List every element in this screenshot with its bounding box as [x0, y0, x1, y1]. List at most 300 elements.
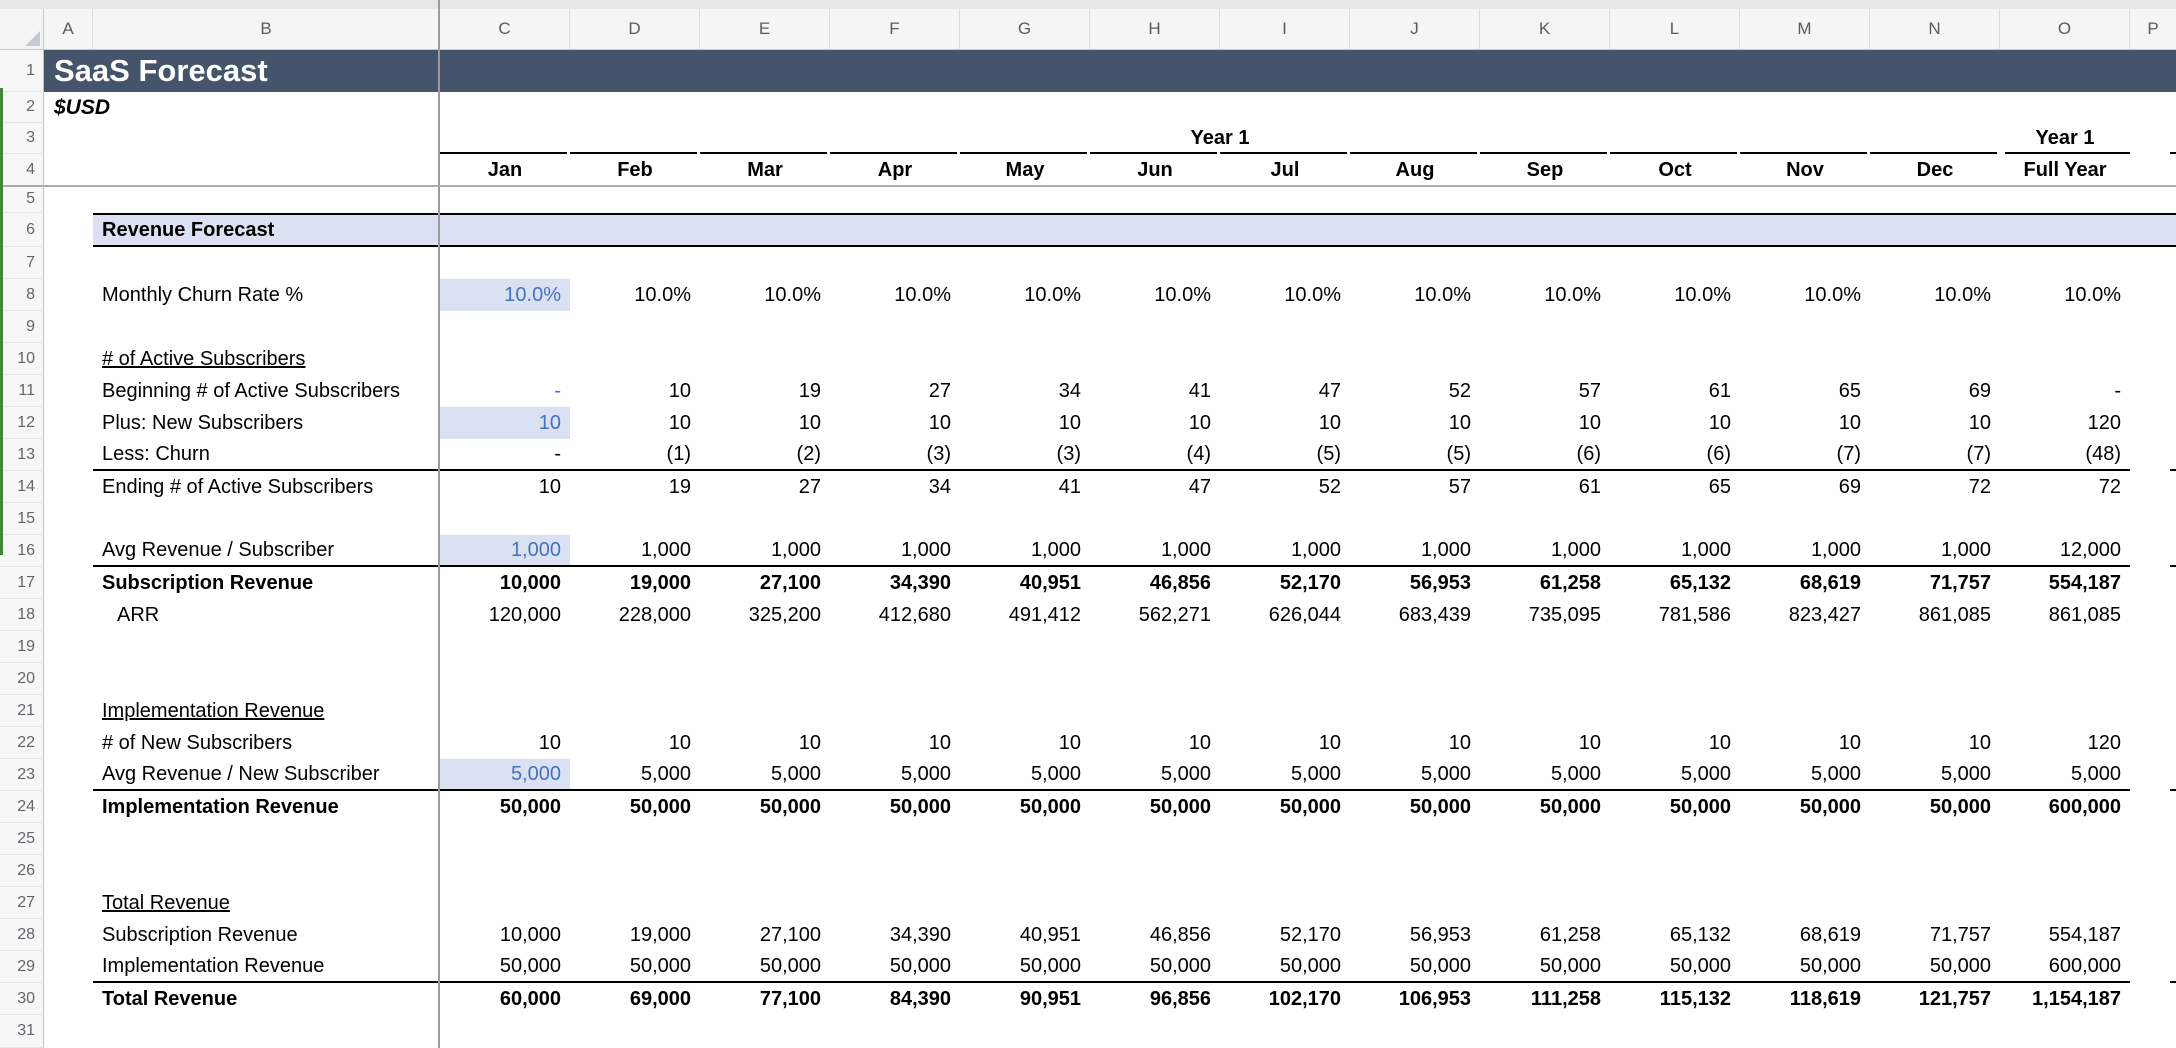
- cell-D28[interactable]: 19,000: [629, 923, 691, 946]
- cell-J10[interactable]: [1350, 343, 1480, 375]
- cell-L21[interactable]: [1610, 695, 1740, 727]
- cell-F18[interactable]: 412,680: [878, 603, 951, 626]
- cell-K23[interactable]: 5,000: [1480, 759, 1610, 791]
- cell-C14[interactable]: 10: [538, 475, 561, 498]
- cell-C7[interactable]: [440, 247, 570, 279]
- cell-O23[interactable]: 5,000: [2000, 759, 2130, 791]
- cell-L20[interactable]: [1610, 663, 1740, 695]
- cell-E16[interactable]: 1,000: [700, 535, 830, 567]
- cell-P5[interactable]: [2130, 186, 2170, 213]
- cell-P17[interactable]: [2130, 567, 2170, 599]
- cell-E20[interactable]: [700, 663, 830, 695]
- cell-L28[interactable]: 65,132: [1669, 923, 1731, 946]
- cell-F24[interactable]: 50,000: [889, 795, 951, 818]
- cell-G20[interactable]: [960, 663, 1090, 695]
- column-header-N[interactable]: N: [1870, 9, 2000, 50]
- cell-B22-label[interactable]: # of New Subscribers: [102, 731, 293, 754]
- cell-K12[interactable]: 10: [1578, 411, 1601, 434]
- cell-B5-label[interactable]: [93, 186, 440, 213]
- cell-C20[interactable]: [440, 663, 570, 695]
- cell-B17-label[interactable]: Subscription Revenue: [102, 571, 314, 594]
- cell-C28[interactable]: 10,000: [499, 923, 561, 946]
- cell-J20[interactable]: [1350, 663, 1480, 695]
- cell-C24[interactable]: 50,000: [499, 795, 561, 818]
- cell-K28[interactable]: 61,258: [1539, 923, 1601, 946]
- cell-C16[interactable]: 1,000: [440, 535, 570, 567]
- month-header-oct[interactable]: Oct: [1658, 158, 1692, 181]
- cell-K9[interactable]: [1480, 311, 1610, 343]
- column-header-I[interactable]: I: [1220, 9, 1350, 50]
- cell-M5[interactable]: [1740, 186, 1870, 213]
- cell-P11[interactable]: [2130, 375, 2170, 407]
- cell-N23[interactable]: 5,000: [1870, 759, 2000, 791]
- cell-K17[interactable]: 61,258: [1539, 571, 1601, 594]
- cell-M26[interactable]: [1740, 855, 1870, 887]
- cell-I5[interactable]: [1220, 186, 1350, 213]
- cell-C31[interactable]: [440, 1015, 570, 1048]
- cell-M15[interactable]: [1740, 503, 1870, 535]
- cell-L9[interactable]: [1610, 311, 1740, 343]
- cell-F20[interactable]: [830, 663, 960, 695]
- cell-J14[interactable]: 57: [1448, 475, 1471, 498]
- cell-C17[interactable]: 10,000: [499, 571, 561, 594]
- cell-C27[interactable]: [440, 887, 570, 919]
- cell-K18[interactable]: 735,095: [1528, 603, 1601, 626]
- cell-N28[interactable]: 71,757: [1929, 923, 1991, 946]
- cell-K7[interactable]: [1480, 247, 1610, 279]
- cell-B3[interactable]: [93, 123, 440, 154]
- cell-P12[interactable]: [2130, 407, 2170, 439]
- cell-H29[interactable]: 50,000: [1090, 951, 1220, 983]
- cell-M10[interactable]: [1740, 343, 1870, 375]
- row-header-25[interactable]: 25: [0, 823, 44, 855]
- cell-C19[interactable]: [440, 631, 570, 663]
- row-header-31[interactable]: 31: [0, 1015, 44, 1048]
- cell-I9[interactable]: [1220, 311, 1350, 343]
- cell-E27[interactable]: [700, 887, 830, 919]
- cell-D15[interactable]: [570, 503, 700, 535]
- cell-F15[interactable]: [830, 503, 960, 535]
- row-header-24[interactable]: 24: [0, 791, 44, 823]
- cell-I22[interactable]: 10: [1318, 731, 1341, 754]
- cell-B28-label[interactable]: Subscription Revenue: [102, 923, 298, 946]
- cell-F7[interactable]: [830, 247, 960, 279]
- cell-H30[interactable]: 96,856: [1149, 987, 1211, 1010]
- cell-B12-label[interactable]: Plus: New Subscribers: [102, 411, 304, 434]
- cell-M23[interactable]: 5,000: [1740, 759, 1870, 791]
- cell-A26[interactable]: [44, 855, 93, 887]
- row-header-26[interactable]: 26: [0, 855, 44, 887]
- cell-D16[interactable]: 1,000: [570, 535, 700, 567]
- cell-D11[interactable]: 10: [668, 379, 691, 402]
- cell-K8[interactable]: 10.0%: [1544, 283, 1601, 306]
- cell-A20[interactable]: [44, 663, 93, 695]
- cell-G27[interactable]: [960, 887, 1090, 919]
- cell-F19[interactable]: [830, 631, 960, 663]
- cell-C26[interactable]: [440, 855, 570, 887]
- cell-H11[interactable]: 41: [1188, 379, 1211, 402]
- cell-K26[interactable]: [1480, 855, 1610, 887]
- cell-E19[interactable]: [700, 631, 830, 663]
- cell-N8[interactable]: 10.0%: [1934, 283, 1991, 306]
- cell-K29[interactable]: 50,000: [1480, 951, 1610, 983]
- cell-K16[interactable]: 1,000: [1480, 535, 1610, 567]
- cell-N29[interactable]: 50,000: [1870, 951, 2000, 983]
- cell-J18[interactable]: 683,439: [1398, 603, 1471, 626]
- cell-F31[interactable]: [830, 1015, 960, 1048]
- cell-H31[interactable]: [1090, 1015, 1220, 1048]
- cell-O21[interactable]: [2000, 695, 2130, 727]
- column-header-A[interactable]: A: [44, 9, 93, 50]
- cell-A6[interactable]: [44, 213, 93, 247]
- cell-G14[interactable]: 41: [1058, 475, 1081, 498]
- cell-F8[interactable]: 10.0%: [894, 283, 951, 306]
- cell-H22[interactable]: 10: [1188, 731, 1211, 754]
- cell-P28[interactable]: [2130, 919, 2170, 951]
- cell-F17[interactable]: 34,390: [889, 571, 951, 594]
- cell-K24[interactable]: 50,000: [1539, 795, 1601, 818]
- cell-D5[interactable]: [570, 186, 700, 213]
- cell-E10[interactable]: [700, 343, 830, 375]
- cell-G12[interactable]: 10: [1058, 411, 1081, 434]
- cell-B11-label[interactable]: Beginning # of Active Subscribers: [102, 379, 400, 402]
- month-header-apr[interactable]: Apr: [877, 158, 913, 181]
- cell-I16[interactable]: 1,000: [1220, 535, 1350, 567]
- row-header-5[interactable]: 5: [0, 186, 44, 213]
- cell-A3[interactable]: [44, 123, 93, 154]
- cell-H18[interactable]: 562,271: [1138, 603, 1211, 626]
- month-header-may[interactable]: May: [1005, 158, 1045, 181]
- cell-G19[interactable]: [960, 631, 1090, 663]
- row-header-19[interactable]: 19: [0, 631, 44, 663]
- cell-J30[interactable]: 106,953: [1398, 987, 1471, 1010]
- cell-D14[interactable]: 19: [668, 475, 691, 498]
- cell-M18[interactable]: 823,427: [1788, 603, 1861, 626]
- cell-L7[interactable]: [1610, 247, 1740, 279]
- cell-B27-label[interactable]: Total Revenue: [102, 891, 230, 914]
- cell-M17[interactable]: 68,619: [1799, 571, 1861, 594]
- cell-D31[interactable]: [570, 1015, 700, 1048]
- cell-M12[interactable]: 10: [1838, 411, 1861, 434]
- cell-E15[interactable]: [700, 503, 830, 535]
- cell-F23[interactable]: 5,000: [830, 759, 960, 791]
- cell-E5[interactable]: [700, 186, 830, 213]
- cell-G7[interactable]: [960, 247, 1090, 279]
- cell-C12[interactable]: 10: [440, 407, 570, 439]
- cell-I8[interactable]: 10.0%: [1284, 283, 1341, 306]
- cell-C18[interactable]: 120,000: [488, 603, 561, 626]
- cell-G31[interactable]: [960, 1015, 1090, 1048]
- column-header-G[interactable]: G: [960, 9, 1090, 50]
- cell-J25[interactable]: [1350, 823, 1480, 855]
- cell-C15[interactable]: [440, 503, 570, 535]
- cell-N18[interactable]: 861,085: [1918, 603, 1991, 626]
- cell-A5[interactable]: [44, 186, 93, 213]
- cell-D17[interactable]: 19,000: [629, 571, 691, 594]
- cell-M16[interactable]: 1,000: [1740, 535, 1870, 567]
- cell-G10[interactable]: [960, 343, 1090, 375]
- cell-L10[interactable]: [1610, 343, 1740, 375]
- cell-L24[interactable]: 50,000: [1669, 795, 1731, 818]
- cell-B4[interactable]: [93, 154, 440, 186]
- cell-O12[interactable]: 120: [2087, 411, 2121, 434]
- cell-B16-label[interactable]: Avg Revenue / Subscriber: [93, 535, 440, 567]
- cell-G29[interactable]: 50,000: [960, 951, 1090, 983]
- cell-E24[interactable]: 50,000: [759, 795, 821, 818]
- cell-O14[interactable]: 72: [2098, 475, 2121, 498]
- cell-O8[interactable]: 10.0%: [2064, 283, 2121, 306]
- cell-O30[interactable]: 1,154,187: [2032, 987, 2121, 1010]
- cell-O10[interactable]: [2000, 343, 2130, 375]
- cell-J26[interactable]: [1350, 855, 1480, 887]
- cell-H20[interactable]: [1090, 663, 1220, 695]
- cell-I7[interactable]: [1220, 247, 1350, 279]
- cell-J8[interactable]: 10.0%: [1414, 283, 1471, 306]
- cell-C23[interactable]: 5,000: [440, 759, 570, 791]
- cell-M24[interactable]: 50,000: [1799, 795, 1861, 818]
- cell-D12[interactable]: 10: [668, 411, 691, 434]
- cell-B23-label[interactable]: Avg Revenue / New Subscriber: [93, 759, 440, 791]
- row-header-30[interactable]: 30: [0, 983, 44, 1015]
- cell-E9[interactable]: [700, 311, 830, 343]
- cell-L25[interactable]: [1610, 823, 1740, 855]
- cell-E25[interactable]: [700, 823, 830, 855]
- cell-I23[interactable]: 5,000: [1220, 759, 1350, 791]
- cell-A27[interactable]: [44, 887, 93, 919]
- cell-B29-label[interactable]: Implementation Revenue: [93, 951, 440, 983]
- cell-K25[interactable]: [1480, 823, 1610, 855]
- cell-I17[interactable]: 52,170: [1279, 571, 1341, 594]
- cell-A30[interactable]: [44, 983, 93, 1015]
- cell-O27[interactable]: [2000, 887, 2130, 919]
- row-header-14[interactable]: 14: [0, 471, 44, 503]
- column-header-P[interactable]: P: [2130, 9, 2176, 50]
- cell-H16[interactable]: 1,000: [1090, 535, 1220, 567]
- cell-G23[interactable]: 5,000: [960, 759, 1090, 791]
- cell-G13[interactable]: (3): [960, 439, 1090, 471]
- cell-O19[interactable]: [2000, 631, 2130, 663]
- cell-F22[interactable]: 10: [928, 731, 951, 754]
- cell-K19[interactable]: [1480, 631, 1610, 663]
- cell-O26[interactable]: [2000, 855, 2130, 887]
- cell-I19[interactable]: [1220, 631, 1350, 663]
- cell-B15-label[interactable]: [93, 503, 440, 535]
- cell-F9[interactable]: [830, 311, 960, 343]
- cell-H9[interactable]: [1090, 311, 1220, 343]
- cell-B25-label[interactable]: [93, 823, 440, 855]
- row-header-12[interactable]: 12: [0, 407, 44, 439]
- cell-L29[interactable]: 50,000: [1610, 951, 1740, 983]
- cell-M20[interactable]: [1740, 663, 1870, 695]
- select-all-corner[interactable]: [0, 9, 44, 50]
- cell-L22[interactable]: 10: [1708, 731, 1731, 754]
- row-header-13[interactable]: 13: [0, 439, 44, 471]
- month-header-nov[interactable]: Nov: [1786, 158, 1824, 181]
- row-header-17[interactable]: 17: [0, 567, 44, 599]
- cell-A28[interactable]: [44, 919, 93, 951]
- row-header-29[interactable]: 29: [0, 951, 44, 983]
- cell-P24[interactable]: [2130, 791, 2170, 823]
- cell-I10[interactable]: [1220, 343, 1350, 375]
- cell-L11[interactable]: 61: [1708, 379, 1731, 402]
- cell-N12[interactable]: 10: [1968, 411, 1991, 434]
- cell-F16[interactable]: 1,000: [830, 535, 960, 567]
- cell-A22[interactable]: [44, 727, 93, 759]
- cell-D30[interactable]: 69,000: [629, 987, 691, 1010]
- cell-J17[interactable]: 56,953: [1409, 571, 1471, 594]
- cell-A7[interactable]: [44, 247, 93, 279]
- cell-N24[interactable]: 50,000: [1929, 795, 1991, 818]
- cell-D8[interactable]: 10.0%: [634, 283, 691, 306]
- cell-J12[interactable]: 10: [1448, 411, 1471, 434]
- cell-E23[interactable]: 5,000: [700, 759, 830, 791]
- cell-D29[interactable]: 50,000: [570, 951, 700, 983]
- row-header-4[interactable]: 4: [0, 154, 44, 186]
- cell-H10[interactable]: [1090, 343, 1220, 375]
- cell-P13[interactable]: [2130, 439, 2170, 471]
- cell-C13[interactable]: -: [440, 439, 570, 471]
- cell-L30[interactable]: 115,132: [1659, 987, 1731, 1010]
- cell-G11[interactable]: 34: [1058, 379, 1081, 402]
- row-header-21[interactable]: 21: [0, 695, 44, 727]
- cell-D23[interactable]: 5,000: [570, 759, 700, 791]
- cell-N14[interactable]: 72: [1968, 475, 1991, 498]
- cell-C21[interactable]: [440, 695, 570, 727]
- row-header-8[interactable]: 8: [0, 279, 44, 311]
- cell-O5[interactable]: [2000, 186, 2130, 213]
- cell-G22[interactable]: 10: [1058, 731, 1081, 754]
- cell-K13[interactable]: (6): [1480, 439, 1610, 471]
- cell-P22[interactable]: [2130, 727, 2170, 759]
- cell-M13[interactable]: (7): [1740, 439, 1870, 471]
- cell-K14[interactable]: 61: [1578, 475, 1601, 498]
- cell-H21[interactable]: [1090, 695, 1220, 727]
- cell-H13[interactable]: (4): [1090, 439, 1220, 471]
- column-header-J[interactable]: J: [1350, 9, 1480, 50]
- cell-J27[interactable]: [1350, 887, 1480, 919]
- cell-H28[interactable]: 46,856: [1149, 923, 1211, 946]
- row-header-15[interactable]: 15: [0, 503, 44, 535]
- currency-note-cell[interactable]: $USD: [54, 95, 111, 119]
- cell-E18[interactable]: 325,200: [748, 603, 821, 626]
- cell-H7[interactable]: [1090, 247, 1220, 279]
- cell-G16[interactable]: 1,000: [960, 535, 1090, 567]
- cell-O9[interactable]: [2000, 311, 2130, 343]
- cell-I13[interactable]: (5): [1220, 439, 1350, 471]
- cell-J9[interactable]: [1350, 311, 1480, 343]
- cell-D27[interactable]: [570, 887, 700, 919]
- cell-G17[interactable]: 40,951: [1019, 571, 1081, 594]
- column-header-O[interactable]: O: [2000, 9, 2130, 50]
- cell-K31[interactable]: [1480, 1015, 1610, 1048]
- row-header-2[interactable]: 2: [0, 92, 44, 123]
- cell-P7[interactable]: [2130, 247, 2170, 279]
- cell-P30[interactable]: [2130, 983, 2170, 1015]
- cell-O20[interactable]: [2000, 663, 2130, 695]
- cell-I29[interactable]: 50,000: [1220, 951, 1350, 983]
- cell-G26[interactable]: [960, 855, 1090, 887]
- cell-A13[interactable]: [44, 439, 93, 471]
- month-header-aug[interactable]: Aug: [1395, 158, 1435, 181]
- row-header-6[interactable]: 6: [0, 213, 44, 247]
- cell-K27[interactable]: [1480, 887, 1610, 919]
- cell-P31[interactable]: [2130, 1015, 2170, 1048]
- cell-C30[interactable]: 60,000: [499, 987, 561, 1010]
- cell-P14[interactable]: [2130, 471, 2170, 503]
- cell-O29[interactable]: 600,000: [2000, 951, 2130, 983]
- cell-I27[interactable]: [1220, 887, 1350, 919]
- cell-J16[interactable]: 1,000: [1350, 535, 1480, 567]
- cell-I12[interactable]: 10: [1318, 411, 1341, 434]
- cell-O24[interactable]: 600,000: [2048, 795, 2121, 818]
- cell-J23[interactable]: 5,000: [1350, 759, 1480, 791]
- cell-E13[interactable]: (2): [700, 439, 830, 471]
- cell-P19[interactable]: [2130, 631, 2170, 663]
- cell-A24[interactable]: [44, 791, 93, 823]
- cell-K22[interactable]: 10: [1578, 731, 1601, 754]
- cell-G24[interactable]: 50,000: [1019, 795, 1081, 818]
- cell-P8[interactable]: [2130, 279, 2170, 311]
- cell-L27[interactable]: [1610, 887, 1740, 919]
- cell-C5[interactable]: [440, 186, 570, 213]
- cell-J22[interactable]: 10: [1448, 731, 1471, 754]
- cell-A12[interactable]: [44, 407, 93, 439]
- cell-L16[interactable]: 1,000: [1610, 535, 1740, 567]
- cell-J28[interactable]: 56,953: [1409, 923, 1471, 946]
- row-header-1[interactable]: 1: [0, 50, 44, 92]
- cell-B30-label[interactable]: Total Revenue: [102, 987, 238, 1010]
- cell-H27[interactable]: [1090, 887, 1220, 919]
- cell-C22[interactable]: 10: [538, 731, 561, 754]
- cell-M14[interactable]: 69: [1838, 475, 1861, 498]
- cell-O25[interactable]: [2000, 823, 2130, 855]
- cell-G8[interactable]: 10.0%: [1024, 283, 1081, 306]
- cell-I30[interactable]: 102,170: [1268, 987, 1341, 1010]
- cell-B10-label[interactable]: # of Active Subscribers: [102, 347, 306, 370]
- cell-O28[interactable]: 554,187: [2048, 923, 2121, 946]
- cell-G25[interactable]: [960, 823, 1090, 855]
- cell-C8[interactable]: 10.0%: [440, 279, 570, 311]
- cell-I20[interactable]: [1220, 663, 1350, 695]
- cell-M28[interactable]: 68,619: [1799, 923, 1861, 946]
- cell-N30[interactable]: 121,757: [1918, 987, 1991, 1010]
- cell-E14[interactable]: 27: [798, 475, 821, 498]
- cell-P26[interactable]: [2130, 855, 2170, 887]
- cell-L8[interactable]: 10.0%: [1674, 283, 1731, 306]
- cell-E17[interactable]: 27,100: [759, 571, 821, 594]
- year1-fullyear-banner[interactable]: Year 1: [2000, 123, 2130, 154]
- cell-N21[interactable]: [1870, 695, 2000, 727]
- cell-G9[interactable]: [960, 311, 1090, 343]
- cell-N17[interactable]: 71,757: [1929, 571, 1991, 594]
- cell-C25[interactable]: [440, 823, 570, 855]
- cell-J21[interactable]: [1350, 695, 1480, 727]
- cell-B20-label[interactable]: [93, 663, 440, 695]
- cell-A25[interactable]: [44, 823, 93, 855]
- cell-P20[interactable]: [2130, 663, 2170, 695]
- cell-D24[interactable]: 50,000: [629, 795, 691, 818]
- cell-A9[interactable]: [44, 311, 93, 343]
- cell-D10[interactable]: [570, 343, 700, 375]
- cell-F12[interactable]: 10: [928, 411, 951, 434]
- cell-O31[interactable]: [2000, 1015, 2130, 1048]
- cell-P18[interactable]: [2130, 599, 2170, 631]
- cell-B13-label[interactable]: Less: Churn: [93, 439, 440, 471]
- month-header-sep[interactable]: Sep: [1526, 158, 1564, 181]
- cell-P29[interactable]: [2130, 951, 2170, 983]
- cell-E22[interactable]: 10: [798, 731, 821, 754]
- cell-H15[interactable]: [1090, 503, 1220, 535]
